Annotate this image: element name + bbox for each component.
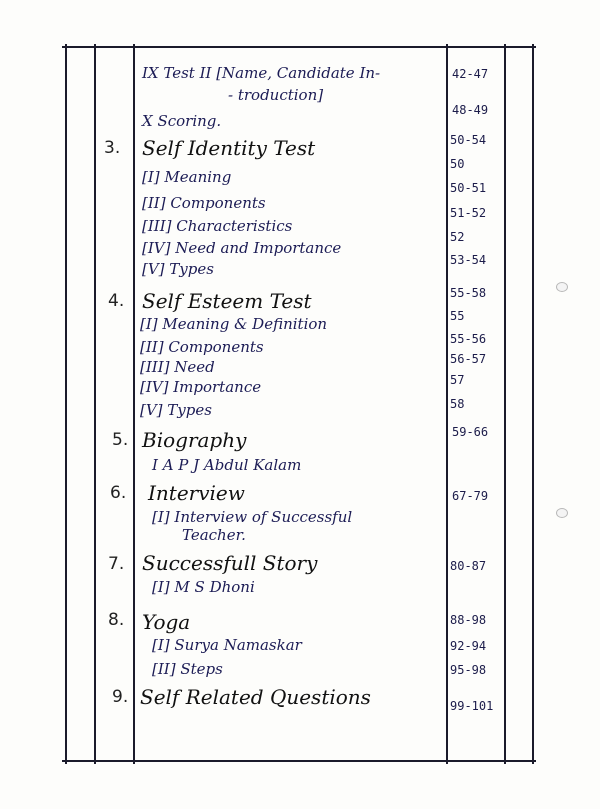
toc-item-title: Interview xyxy=(148,481,245,505)
toc-item-number: 6. xyxy=(110,483,127,503)
toc-sub-title: [I] Interview of Successful xyxy=(152,508,353,526)
toc-sub-title: IX Test II [Name, Candidate In- xyxy=(142,64,381,82)
toc-sub-pages: 50 xyxy=(450,157,465,171)
toc-item-number: 9. xyxy=(112,687,129,707)
toc-item-title: Biography xyxy=(142,428,247,452)
left-border-line xyxy=(65,44,67,764)
toc-item-pages: 88-98 xyxy=(450,613,487,627)
toc-item-pages: 59-66 xyxy=(452,425,489,439)
toc-sub-pages: 92-94 xyxy=(450,639,487,653)
toc-item-title: Yoga xyxy=(142,610,191,634)
toc-sub-pages: 48-49 xyxy=(452,103,489,117)
toc-sub-pages: 52 xyxy=(450,230,465,244)
right-column-line xyxy=(504,44,506,764)
toc-sub-pages: 55 xyxy=(450,309,465,323)
binder-hole-top xyxy=(556,282,568,292)
number-column-line xyxy=(94,44,96,764)
page-column-line xyxy=(446,44,448,764)
toc-sub-title: I A P J Abdul Kalam xyxy=(152,456,302,474)
binder-hole-bottom xyxy=(556,508,568,518)
toc-sub-title: [I] Meaning & Definition xyxy=(140,315,328,333)
toc-item-pages: 55-58 xyxy=(450,286,487,300)
toc-item-pages: 99-101 xyxy=(450,699,494,713)
toc-sub-title: [II] Components xyxy=(142,194,266,212)
toc-item-title: Self Related Questions xyxy=(140,685,371,709)
toc-sub-title: [III] Need xyxy=(140,358,215,376)
toc-sub-pages: 42-47 xyxy=(452,67,489,81)
toc-sub-title: [IV] Need and Importance xyxy=(142,239,342,257)
toc-sub-title: [V] Types xyxy=(142,260,214,278)
title-column-line xyxy=(133,44,135,764)
toc-sub-title: [III] Characteristics xyxy=(142,217,293,235)
toc-sub-title: [IV] Importance xyxy=(140,378,262,396)
toc-sub-pages: 55-56 xyxy=(450,332,487,346)
toc-item-number: 3. xyxy=(104,138,121,158)
toc-item-title: Self Esteem Test xyxy=(142,289,312,313)
toc-item-title: Self Identity Test xyxy=(142,136,316,160)
toc-item-pages: 50-54 xyxy=(450,133,487,147)
toc-sub-pages: 50-51 xyxy=(450,181,487,195)
toc-sub-title: [II] Steps xyxy=(152,660,223,678)
toc-item-pages: 80-87 xyxy=(450,559,487,573)
toc-sub-pages: 58 xyxy=(450,397,465,411)
toc-sub-title: [V] Types xyxy=(140,401,212,419)
right-border-line xyxy=(532,44,534,764)
toc-sub-title: - troduction] xyxy=(228,86,324,104)
toc-sub-pages: 56-57 xyxy=(450,352,487,366)
toc-sub-pages: 53-54 xyxy=(450,253,487,267)
toc-item-number: 4. xyxy=(108,291,125,311)
toc-item-number: 7. xyxy=(108,554,125,574)
toc-item-title: Successfull Story xyxy=(142,551,318,575)
toc-item-pages: 67-79 xyxy=(452,489,489,503)
toc-sub-pages: 57 xyxy=(450,373,465,387)
toc-sub-title: [I] Meaning xyxy=(142,168,232,186)
toc-sub-title: [II] Components xyxy=(140,338,264,356)
toc-sub-pages: 95-98 xyxy=(450,663,487,677)
toc-sub-title: [I] M S Dhoni xyxy=(152,578,255,596)
toc-sub-pages: 51-52 xyxy=(450,206,487,220)
toc-item-number: 5. xyxy=(112,430,129,450)
toc-item-number: 8. xyxy=(108,610,125,630)
toc-sub-title: Teacher. xyxy=(182,526,246,544)
toc-sub-title: X Scoring. xyxy=(142,112,222,130)
toc-sub-title: [I] Surya Namaskar xyxy=(152,636,302,654)
